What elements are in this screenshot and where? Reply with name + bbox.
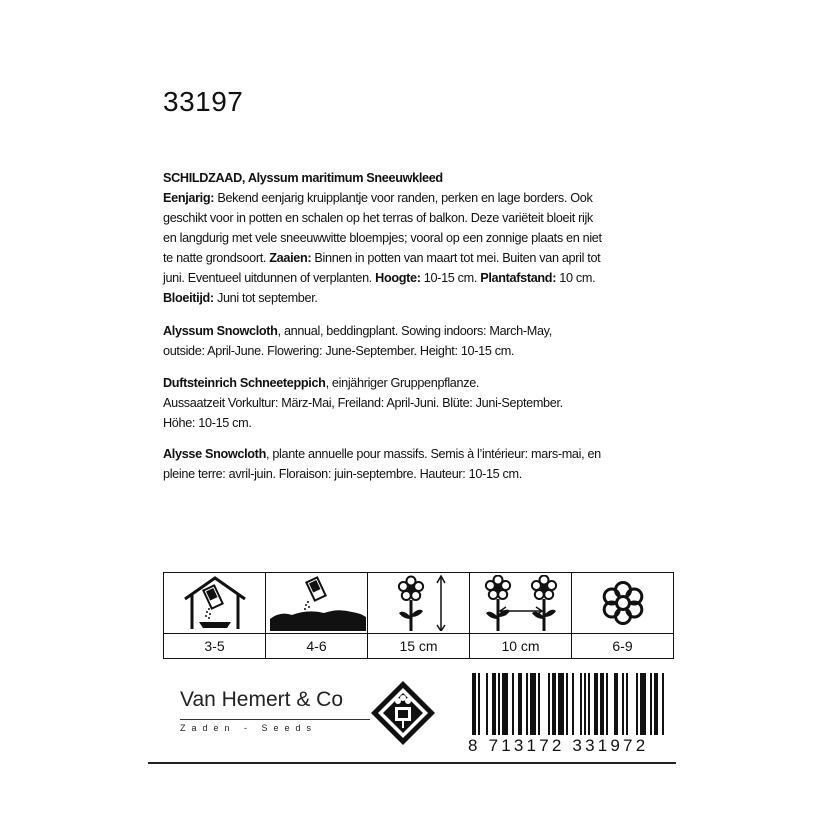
zaaien-text: Binnen in potten van maart tot mei. Buiten van april tot [311, 250, 601, 265]
outdoor-sowing-cell [266, 573, 368, 634]
french-description [163, 444, 643, 484]
plant-height-label: 15 cm [368, 634, 470, 659]
bloeitijd-label: Bloeitijd: [163, 290, 214, 305]
plant-height-icon [379, 575, 459, 631]
indoor-sowing-icon [179, 575, 251, 631]
product-code: 33197 [163, 86, 244, 117]
zaaien-label: Zaaien: [269, 250, 312, 265]
brand-divider [180, 719, 370, 720]
hoogte-label: Hoogte: [375, 270, 421, 285]
hoogte-text: 10-15 cm. [420, 270, 481, 285]
german-description [163, 373, 643, 433]
english-text: outside: April-June. Flowering: June-September. Height: 10-15 cm. [163, 343, 515, 358]
barcode-digits: 8 713172 331972 [468, 736, 649, 755]
van-hemert-logo-icon [370, 680, 436, 746]
plant-spacing-icon [476, 575, 566, 631]
dutch-heading: SCHILDZAAD, Alyssum maritimum Sneeuwkleed [163, 170, 443, 185]
indoor-sowing-label: 3-5 [164, 634, 266, 659]
german-text: Aussaatzeit Vorkultur: März-Mai, Freiland: April-Juni. Blüte: Juni-September. [163, 395, 563, 410]
sowing-info-table [163, 572, 674, 659]
brand-subtitle: Zaden - Seeds [180, 723, 318, 733]
plant-height-cell [368, 573, 470, 634]
german-name: Duftsteinrich Schneeteppich [163, 375, 326, 390]
outdoor-sowing-label: 4-6 [266, 634, 368, 659]
indoor-sowing-cell [164, 573, 266, 634]
german-text: , einjähriger Gruppenpflanze. [325, 375, 480, 390]
french-text: , plante annuelle pour massifs. Semis à l’intérieur: mars-mai, en [265, 446, 601, 461]
french-text: pleine terre: avril-juin. Floraison: juin-septembre. Hauteur: 10-15 cm. [163, 466, 522, 481]
bloeitijd-text: Juni tot september. [213, 290, 318, 305]
barcode [470, 673, 666, 735]
brand-name: Van Hemert & Co [180, 688, 344, 711]
dutch-description [163, 168, 643, 308]
flowering-label: 6-9 [572, 634, 674, 659]
brand [165, 680, 365, 740]
outdoor-sowing-icon [268, 575, 366, 631]
plantafstand-label: Plantafstand: [480, 270, 557, 285]
flowering-icon [595, 575, 651, 631]
eenjarig-text: en langdurig met vele sneeuwwitte bloempjes; vooral op een zonnige plaats en niet [163, 230, 602, 245]
english-name: Alyssum Snowcloth [163, 323, 278, 338]
plantafstand-text: 10 cm. [556, 270, 596, 285]
eenjarig-text: Bekend eenjarig kruipplantje voor randen, perken en lage borders. Ook [214, 190, 593, 205]
plant-spacing-label: 10 cm [470, 634, 572, 659]
eenjarig-label: Eenjarig: [163, 190, 215, 205]
flowering-cell [572, 573, 674, 634]
plant-spacing-cell [470, 573, 572, 634]
eenjarig-text: geschikt voor in potten en schalen op het terras of balkon. Deze variëteit bloeit rijk [163, 210, 593, 225]
bottom-rule [148, 762, 676, 764]
german-text: Höhe: 10-15 cm. [163, 415, 252, 430]
english-description [163, 321, 643, 361]
french-name: Alysse Snowcloth [163, 446, 266, 461]
zaaien-text: juni. Eventueel uitdunnen of verplanten. [163, 270, 376, 285]
english-text: , annual, beddingplant. Sowing indoors: March-May, [277, 323, 552, 338]
eenjarig-text: te natte grondsoort. [163, 250, 270, 265]
